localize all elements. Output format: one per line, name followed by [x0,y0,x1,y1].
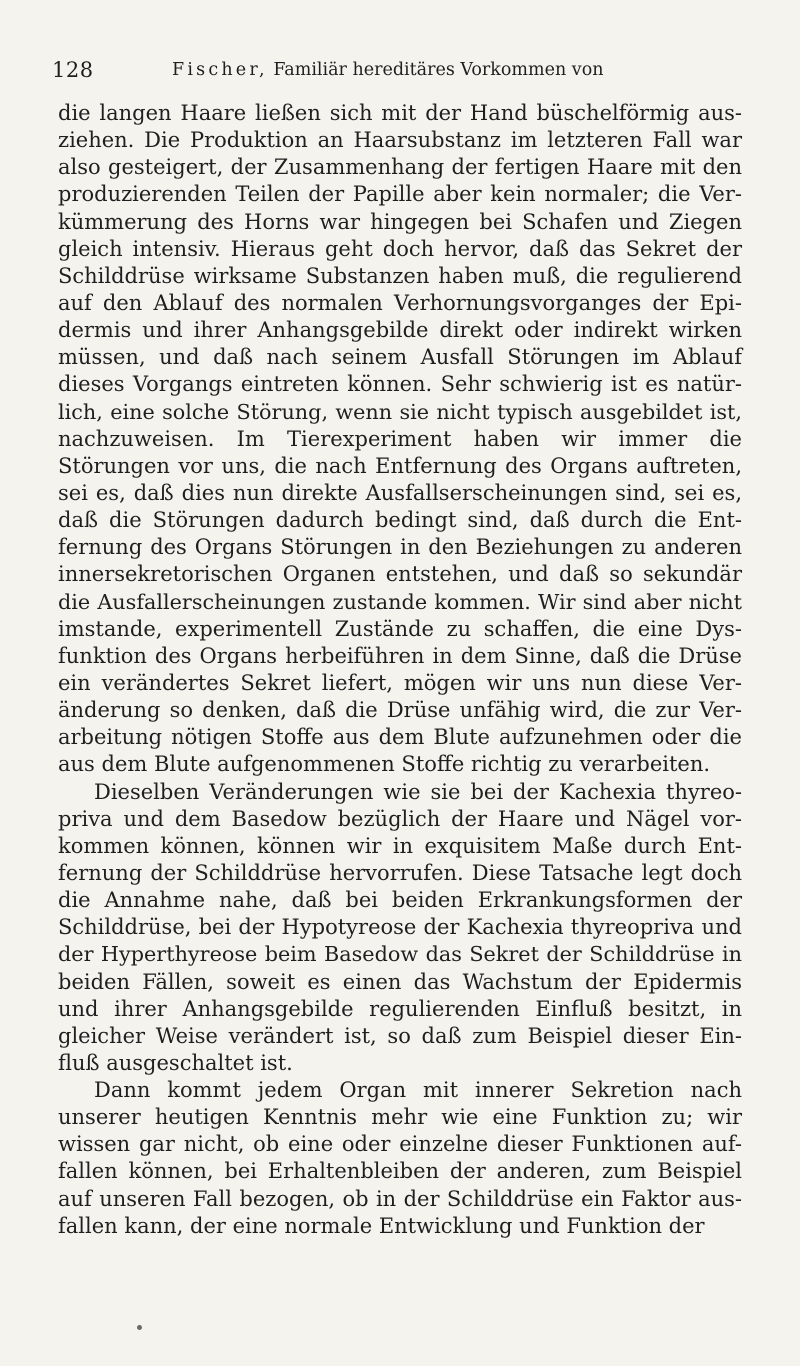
paragraph [58,100,742,779]
text-line: Schilddrüse, bei der Hypotyreose der Kachexia thyreopriva und [58,915,742,940]
text-line: die Ausfallerscheinungen zustande kommen. Wir sind aber nicht [58,589,742,614]
text-line: imstande, experimentell Zustände zu schaffen, die eine Dys- [58,616,742,641]
page-number: 128 [52,58,94,82]
text-line: Dieselben Veränderungen wie sie bei der Kachexia thyreo- [94,779,742,804]
text-line: auf unseren Fall bezogen, ob in der Schilddrüse ein Faktor aus- [58,1186,742,1211]
text-line: Störungen vor uns, die nach Entfernung des Organs auftreten, [58,453,742,478]
text-line: die langen Haare ließen sich mit der Hand büschelförmig aus- [58,101,742,125]
text-line: sei es, daß dies nun direkte Ausfallserscheinungen sind, sei es, [58,480,742,505]
text-line: also gesteigert, der Zusammenhang der fertigen Haare mit den [58,155,742,180]
text-line: fallen können, bei Erhaltenbleiben der anderen, zum Beispiel [58,1159,742,1184]
text-line: die Annahme nahe, daß bei beiden Erkrankungsformen der [58,888,742,913]
text-line: Schilddrüse wirksame Substanzen haben muß, die regulierend [58,263,742,288]
text-line: auf den Ablauf des normalen Verhornungsvorganges der Epi- [58,290,742,315]
text-line: wissen gar nicht, ob eine oder einzelne dieser Funktionen auf- [58,1132,742,1157]
paragraph [58,779,742,1078]
text-line: lich, eine solche Störung, wenn sie nicht typisch ausgebildet ist, [58,399,742,424]
text-line: daß die Störungen dadurch bedingt sind, daß durch die Ent- [58,508,742,533]
text-line: innersekretorischen Organen entstehen, und daß so sekundär [58,562,742,587]
running-title [172,60,604,80]
text-line: unserer heutigen Kenntnis mehr wie eine Funktion zu; wir [58,1105,742,1130]
text-line: arbeitung nötigen Stoffe aus dem Blute aufzunehmen oder die [58,725,742,750]
text-line: aus dem Blute aufgenommenen Stoffe richtig zu verarbeiten. [58,752,711,777]
text-line: produzierenden Teilen der Papille aber kein normaler; die Ver- [58,182,742,207]
text-line: kümmerung des Horns war hingegen bei Schafen und Ziegen [58,209,742,234]
text-line: dermis und ihrer Anhangsgebilde direkt oder indirekt wirken [58,318,742,343]
text-line: ein verändertes Sekret liefert, mögen wir uns nun diese Ver- [58,670,742,695]
paragraph [58,1077,742,1240]
text-line: Dann kommt jedem Organ mit innerer Sekretion nach [94,1078,742,1103]
text-line: gleich intensiv. Hieraus geht doch hervor, daß das Sekret der [58,236,742,261]
text-line: und ihrer Anhangsgebilde regulierenden Einfluß besitzt, in [58,996,742,1021]
text-line: kommen können, können wir in exquisitem Maße durch Ent- [58,833,742,858]
text-line: beiden Fällen, soweit es einen das Wachstum der Epidermis [58,969,742,994]
text-line: fallen kann, der eine normale Entwicklung und Funktion der [58,1213,705,1238]
author-name: Fischer, [172,60,268,80]
body-text [58,100,742,1240]
text-line: dieses Vorgangs eintreten können. Sehr schwierig ist es natür- [58,372,742,397]
text-line: der Hyperthyreose beim Basedow das Sekret der Schilddrüse in [58,942,742,967]
text-line: änderung so denken, daß die Drüse unfähig wird, die zur Ver- [58,698,742,723]
text-line: priva und dem Basedow bezüglich der Haare und Nägel vor- [58,806,742,831]
running-header [52,58,752,88]
chapter-title: Familiär hereditäres Vorkommen von [273,60,604,80]
print-speck [137,1325,142,1330]
text-line: fluß ausgeschaltet ist. [58,1050,293,1075]
text-line: fernung der Schilddrüse hervorrufen. Diese Tatsache legt doch [58,860,742,885]
text-line: ziehen. Die Produktion an Haarsubstanz im letzteren Fall war [58,128,742,153]
text-line: fernung des Organs Störungen in den Beziehungen zu anderen [58,535,742,560]
text-line: müssen, und daß nach seinem Ausfall Störungen im Ablauf [58,345,742,370]
text-line: nachzuweisen. Im Tierexperiment haben wir immer die [58,426,742,451]
text-line: funktion des Organs herbeiführen in dem Sinne, daß die Drüse [58,643,742,668]
text-line: gleicher Weise verändert ist, so daß zum Beispiel dieser Ein- [58,1023,742,1048]
